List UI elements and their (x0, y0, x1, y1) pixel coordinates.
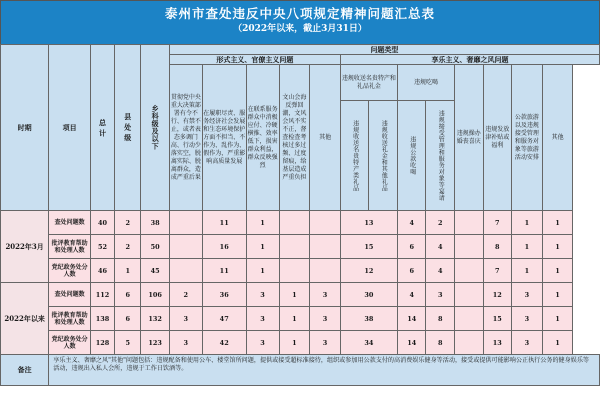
cell-total: 40 (90, 211, 114, 235)
cell-formalism-3: 3 (246, 283, 279, 307)
page-subtitle: （2022年以来，截止3月31日） (233, 24, 367, 34)
period-cell: 2022年以来 (1, 283, 49, 355)
row-item-label: 党纪政务处分人数 (49, 331, 91, 355)
cell-formalism-1 (169, 259, 202, 283)
cell-formalism-2: 42 (202, 331, 246, 355)
cell-gifts: 34 (340, 331, 397, 355)
cell-township: 106 (141, 283, 170, 307)
cell-gifts: 30 (340, 283, 397, 307)
row-item-label: 党纪政务处分人数 (49, 259, 91, 283)
cell-township: 45 (141, 259, 170, 283)
cell-gifts: 12 (340, 259, 397, 283)
cell-wedding-funeral (454, 259, 483, 283)
cell-township: 38 (141, 211, 170, 235)
gift-specialty-header (340, 101, 369, 211)
cell-allowance: 15 (483, 307, 512, 331)
dining-group-header: 违规吃喝 (397, 65, 454, 101)
title-bar (0, 0, 600, 44)
period-cell: 2022年3月 (1, 211, 49, 283)
hedonism-group-header: 享乐主义、奢靡之风问题 (340, 55, 599, 65)
wedding-funeral-header: 违规操办婚丧喜庆 (454, 65, 483, 211)
cell-gifts: 38 (340, 307, 397, 331)
cell-banquet: 8 (426, 331, 455, 355)
cell-total: 52 (90, 235, 114, 259)
cell-banquet: 8 (426, 307, 455, 331)
cell-public-dining: 4 (397, 283, 426, 307)
cell-formalism-other: 3 (310, 283, 341, 307)
cell-formalism-4: 1 (279, 283, 310, 307)
cell-allowance: 7 (483, 211, 512, 235)
cell-tourism: 3 (512, 283, 543, 307)
banquet-header-text: 违规接受管理和服务对象等宴请 (437, 110, 445, 201)
total-header (90, 45, 114, 211)
public-dining-header (397, 101, 426, 211)
cell-formalism-other: 3 (310, 331, 341, 355)
cell-total: 128 (90, 331, 114, 355)
cell-formalism-2: 36 (202, 283, 246, 307)
cell-gifts: 15 (340, 235, 397, 259)
cell-county: 6 (115, 307, 141, 331)
township-header-text: 乡科级及以下 (151, 105, 161, 150)
row-item-label: 批评教育帮助和处理人数 (49, 235, 91, 259)
summary-table (0, 44, 600, 386)
cell-gifts: 13 (340, 211, 397, 235)
allowance-header: 违规发放津补贴或福利 (483, 65, 512, 211)
cell-formalism-other (310, 259, 341, 283)
period-header: 时期 (1, 45, 49, 211)
cell-tourism: 1 (512, 259, 543, 283)
cell-township: 50 (141, 235, 170, 259)
cell-wedding-funeral (454, 235, 483, 259)
row-item-label: 批评教育帮助和处理人数 (49, 307, 91, 331)
cell-banquet: 4 (426, 235, 455, 259)
cell-hedonism-other: 1 (542, 307, 573, 331)
cell-tourism: 1 (512, 211, 543, 235)
cell-county: 6 (115, 283, 141, 307)
cell-formalism-3: 1 (246, 259, 279, 283)
cell-formalism-1: 2 (169, 283, 202, 307)
cell-formalism-4 (279, 211, 310, 235)
cell-total: 112 (90, 283, 114, 307)
cell-public-dining: 6 (397, 235, 426, 259)
item-header: 项目 (49, 45, 91, 211)
banquet-header (426, 101, 455, 211)
cell-county: 2 (115, 211, 141, 235)
gift-cash-header-text: 违规收送礼金和其他礼品 (380, 119, 388, 192)
hedonism-col-other: 其他 (542, 65, 573, 211)
county-level-header-text: 县 处 级 (123, 113, 133, 142)
cell-hedonism-other: 1 (542, 283, 573, 307)
cell-total: 138 (90, 307, 114, 331)
cell-allowance: 12 (483, 283, 512, 307)
cell-formalism-other: 3 (310, 307, 341, 331)
cell-county: 2 (115, 235, 141, 259)
cell-county: 5 (115, 331, 141, 355)
cell-formalism-other (310, 211, 341, 235)
cell-wedding-funeral (454, 307, 483, 331)
cell-formalism-2: 16 (202, 235, 246, 259)
cell-wedding-funeral (454, 211, 483, 235)
cell-hedonism-other: 1 (542, 235, 573, 259)
cell-wedding-funeral (454, 331, 483, 355)
cell-formalism-1 (169, 235, 202, 259)
cell-public-dining: 6 (397, 259, 426, 283)
cell-formalism-3: 1 (246, 211, 279, 235)
cell-allowance: 8 (483, 235, 512, 259)
cell-township: 132 (141, 307, 170, 331)
row-item-label: 查处问题数 (49, 211, 91, 235)
cell-formalism-2: 47 (202, 307, 246, 331)
formalism-col-1: 贯彻党中央重大决策部署有令不行、有禁不止，或者表态多调门高、行动少落实空，脱离实际、脱离群众，造成严重后果 (169, 65, 202, 211)
page-title: 泰州市查处违反中央八项规定精神问题汇总表 (164, 6, 435, 21)
cell-township: 123 (141, 331, 170, 355)
total-header-text: 总 计 (98, 118, 108, 137)
cell-formalism-3: 1 (246, 235, 279, 259)
cell-formalism-1: 3 (169, 307, 202, 331)
cell-formalism-1: 3 (169, 331, 202, 355)
tourism-header: 公款旅游以及违规接受管理和服务对象等旅游活动安排 (512, 65, 543, 211)
cell-formalism-3: 3 (246, 307, 279, 331)
formalism-col-2: 在履职尽责、服务经济社会发展和生态环境保护方面不担当、不作为、乱作为、假作为，严重影响高质量发展 (202, 65, 246, 211)
cell-formalism-4 (279, 235, 310, 259)
cell-hedonism-other: 1 (542, 211, 573, 235)
row-item-label: 查处问题数 (49, 283, 91, 307)
cell-formalism-1 (169, 211, 202, 235)
problem-type-header: 问题类型 (169, 45, 599, 55)
cell-tourism: 1 (512, 235, 543, 259)
cell-public-dining: 14 (397, 331, 426, 355)
township-header (141, 45, 170, 211)
cell-formalism-2: 11 (202, 259, 246, 283)
cell-banquet: 4 (426, 259, 455, 283)
cell-tourism: 3 (512, 307, 543, 331)
formalism-col-4: 文山会海反弹回潮，文风会风不实不正，督查检查考核过多过频、过度留痕，给基层造成严重负担 (279, 65, 310, 211)
formalism-col-other: 其他 (310, 65, 341, 211)
cell-formalism-4: 1 (279, 307, 310, 331)
cell-banquet: 2 (426, 211, 455, 235)
note-label: 备注 (1, 355, 49, 386)
cell-formalism-4 (279, 259, 310, 283)
cell-formalism-3: 3 (246, 331, 279, 355)
public-dining-header-text: 违规公款吃喝 (408, 136, 416, 175)
cell-hedonism-other: 1 (542, 331, 573, 355)
cell-banquet: 3 (426, 283, 455, 307)
cell-public-dining: 14 (397, 307, 426, 331)
cell-tourism: 3 (512, 331, 543, 355)
gift-specialty-header-text: 违规收送名贵特产类礼品 (351, 119, 359, 192)
formalism-group-header: 形式主义、官僚主义问题 (169, 55, 340, 65)
cell-wedding-funeral (454, 283, 483, 307)
county-level-header (115, 45, 141, 211)
cell-formalism-other (310, 235, 341, 259)
cell-allowance: 7 (483, 259, 512, 283)
cell-formalism-2: 11 (202, 211, 246, 235)
cell-formalism-4: 1 (279, 331, 310, 355)
cell-public-dining: 4 (397, 211, 426, 235)
gift-cash-header (369, 101, 398, 211)
cell-total: 46 (90, 259, 114, 283)
gift-group-header: 违规收送名贵特产和礼品礼金 (340, 65, 397, 101)
cell-county: 1 (115, 259, 141, 283)
formalism-col-3: 在联系服务群众中消极应付、冷硬横推、效率低下，损害群众利益，群众反映强烈 (246, 65, 279, 211)
note-text: 享乐主义、奢靡之风"其他"问题包括：违规配备和使用公车、楼堂馆所问题，提供或接受超标准接待，组织或参加用公款支付的高消费娱乐健身等活动，接受或提供可能影响公正执行公务的健身娱乐等活动，违规出入私人会所，违规于工作日饮酒等。 (49, 355, 600, 386)
cell-allowance: 13 (483, 331, 512, 355)
cell-hedonism-other: 1 (542, 259, 573, 283)
